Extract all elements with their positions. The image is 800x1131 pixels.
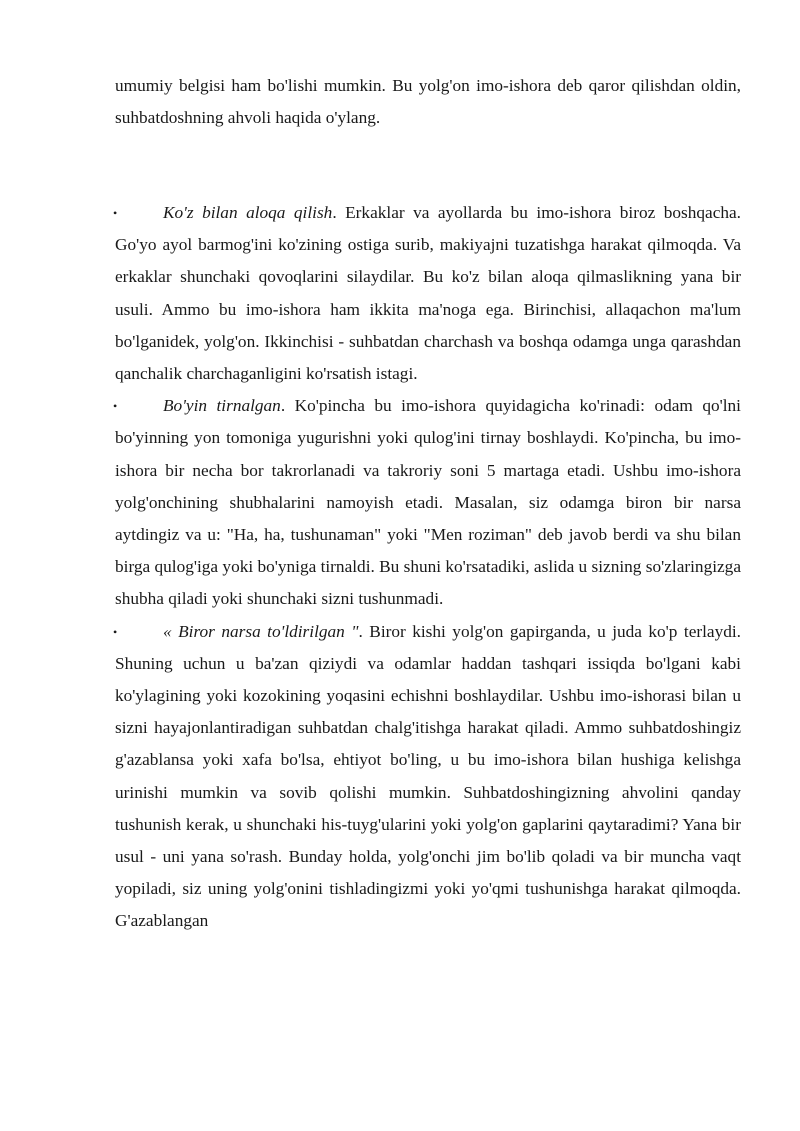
list-item-collar [115,616,741,938]
item-text: . Biror kishi yolg'on gapirganda, u juda ko'p terlaydi. Shuning uchun u ba'zan qiziydi va odamlar haddan tashqari issiqda bo'lgani kabi ko'ylagining yoki kozokining yoqasini echishni boshlaydilar. Ushbu imo-ishorasi bilan u sizni hayajonlantiradigan suhbatdan chalg'itishga harakat qiladi. Ammo suhbatdoshingiz g'azablansa yoki xafa bo'lsa, ehtiyot bo'ling, u bu imo-ishora bilan hushiga kelishga urinishi mumkin va sovib qolishi mumkin. Suhbatdoshingizning ahvolini qanday tushunish kerak, u shunchaki his-tuyg'ularini yoki yolg'on gaplarini qaytaradimi? Yana bir usul - uni yana so'rash. Bunday holda, yolg'onchi jim bo'lib qoladi va bir muncha vaqt yopiladi, siz uning yolg'onini tishladingizmi yoki yo'qmi tushunishga harakat qilmoqda. G'azablangan [115,621,741,931]
item-term: « Biror narsa to'ldirilgan " [163,621,359,641]
item-text: . Ko'pincha bu imo-ishora quyidagicha ko'rinadi: odam qo'lni bo'yinning yon tomoniga yugurishni yoki qulog'ini tirnay boshlaydi. Ko'pincha, bu imo-ishora bir necha bor takrorlanadi va takroriy soni 5 martaga etadi. Ushbu imo-ishora yolg'onchining shubhalarini namoyish etadi. Masalan, siz odamga biron bir narsa aytdingiz va u: "Ha, ha, tushunaman" yoki "Men roziman" deb javob berdi va shu bilan birga qulog'iga yoki bo'yniga tirnaldi. Bu shuni ko'rsatadiki, aslida u sizning so'zlaringizga shubha qiladi yoki shunchaki sizni tushunmadi. [115,396,741,609]
item-term: Ko'z bilan aloqa qilish [163,203,333,222]
bullet-list [115,197,741,938]
item-text: . Erkaklar va ayollarda bu imo-ishora biroz boshqacha. Go'yo ayol barmog'ini ko'zining ostiga surib, makiyajni tuzatishga harakat qilmoqda. Va erkaklar shunchaki qovoqlarini silaydilar. Bu ko'z bilan aloqa qilmaslikning yana bir usuli. Ammo bu imo-ishora ham ikkita ma'noga ega. Birinchisi, allaqachon ma'lum bo'lganidek, yolg'on. Ikkinchisi - suhbatdan charchash va boshqa odamga unga qarashdan qanchalik charchaganligini ko'rsatish istagi. [115,203,741,384]
bullet-icon: • [113,624,118,639]
bullet-icon: • [113,399,118,414]
bullet-icon: • [113,206,118,220]
list-item-eye-contact [115,197,741,390]
list-item-neck-scratch [115,390,741,615]
intro-paragraph: umumiy belgisi ham bo'lishi mumkin. Bu yolg'on imo-ishora deb qaror qilishdan oldin, suhbatdoshning ahvoli haqida o'ylang. [115,76,741,128]
item-term: Bo'yin tirnalgan [163,396,281,416]
